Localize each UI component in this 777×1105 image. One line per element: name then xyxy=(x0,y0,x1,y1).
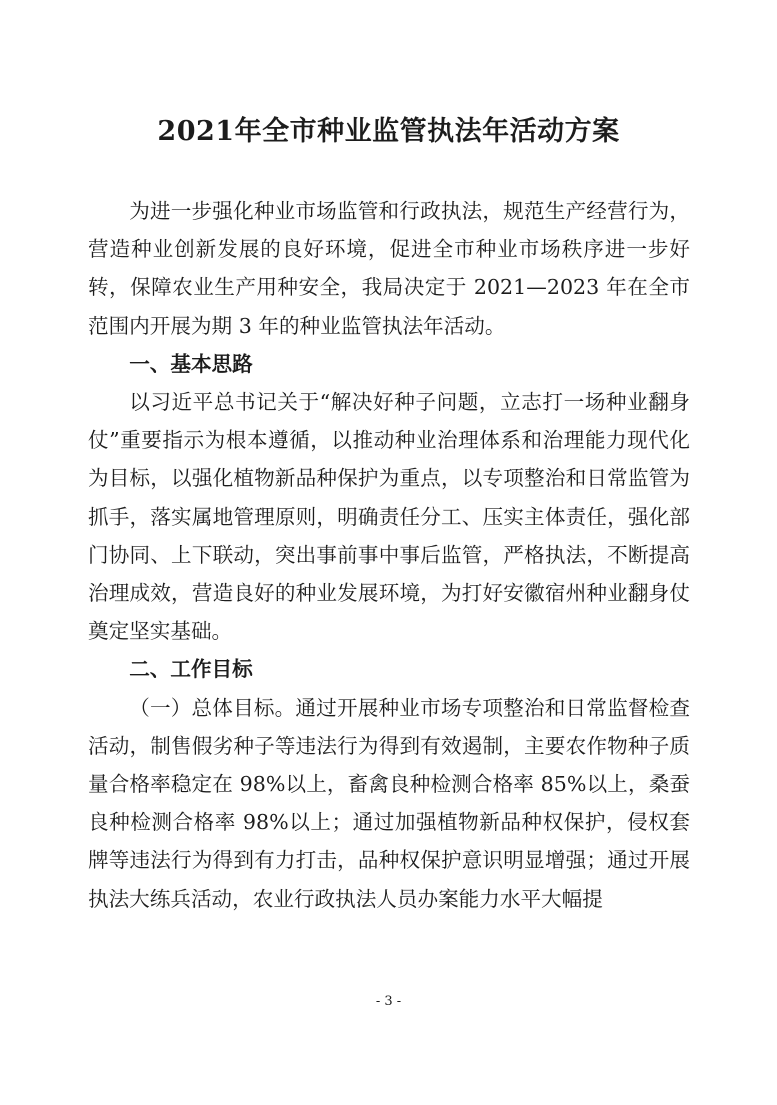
intro-paragraph: 为进一步强化种业市场监管和行政执法，规范生产经营行为，营造种业创新发展的良好环境，促进全市种业市场秩序进一步好转，保障农业生产用种安全，我局决定于 2021—2023 年在全市范围内开展为期 3 年的种业监管执法年活动。 xyxy=(88,199,690,338)
page-number: - 3 - xyxy=(375,994,402,1009)
document-body xyxy=(88,192,690,918)
section-heading-work-goals: 二、工作目标 xyxy=(129,657,253,682)
document-title: 2021年全市种业监管执法年活动方案 xyxy=(157,116,620,147)
section-heading-basic-approach: 一、基本思路 xyxy=(129,351,253,376)
work-goals-paragraph: （一）总体目标。通过开展种业市场专项整治和日常监督检查活动，制售假劣种子等违法行为得到有效遏制，主要农作物种子质量合格率稳定在 98%以上，畜禽良种检测合格率 85%以上，桑蚕良种检测合格率 98%以上；通过加强植物新品种权保护，侵权套牌等违法行为得到有力打击，品种权保护意识明显增强；通过开展执法大练兵活动，农业行政执法人员办案能力水平大幅提 xyxy=(88,695,690,911)
basic-approach-paragraph: 以习近平总书记关于“解决好种子问题，立志打一场种业翻身仗”重要指示为根本遵循，以推动种业治理体系和治理能力现代化为目标，以强化植物新品种保护为重点，以专项整治和日常监管为抓手，落实属地管理原则，明确责任分工、压实主体责任，强化部门协同、上下联动，突出事前事中事后监管，严格执法，不断提高治理成效，营造良好的种业发展环境，为打好安徽宿州种业翻身仗奠定坚实基础。 xyxy=(88,390,690,644)
